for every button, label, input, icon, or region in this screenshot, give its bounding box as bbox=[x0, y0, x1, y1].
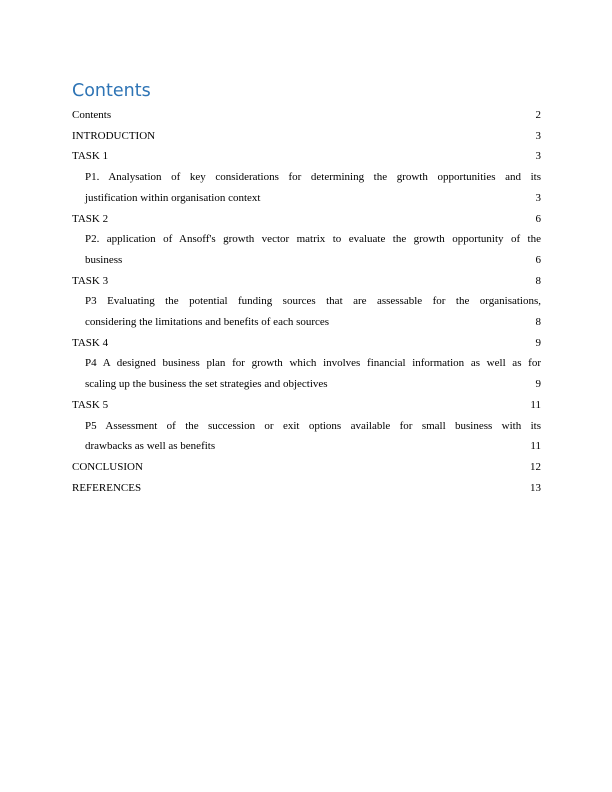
toc-entry-task-2[interactable] bbox=[72, 209, 541, 230]
toc-dot-leader bbox=[108, 335, 535, 346]
toc-dot-leader bbox=[141, 480, 530, 491]
toc-page-number: 9 bbox=[535, 336, 541, 349]
toc-page-number: 11 bbox=[530, 398, 541, 411]
toc-page-number: 8 bbox=[535, 274, 541, 287]
toc-entry-text-line-1: P3 Evaluating the potential funding sources that are assessable for the organisations, bbox=[85, 295, 541, 308]
toc-entry-task-4[interactable] bbox=[72, 333, 541, 354]
toc-entry-label: TASK 4 bbox=[72, 336, 109, 349]
toc-entry-text-line-2: drawbacks as well as benefits bbox=[85, 440, 216, 453]
toc-entry-p4[interactable] bbox=[72, 353, 541, 394]
toc-heading: Contents bbox=[72, 81, 151, 101]
toc-entry-text-line-2: considering the limitations and benefits of each sources bbox=[85, 316, 330, 329]
toc-entry-label: CONCLUSION bbox=[72, 460, 143, 473]
toc-entry-task-3[interactable] bbox=[72, 271, 541, 292]
toc-entry-label: TASK 5 bbox=[72, 398, 109, 411]
toc-entry-p1[interactable] bbox=[72, 167, 541, 208]
toc-entry-text-line-1: P5 Assessment of the succession or exit options available for small business with its bbox=[85, 419, 541, 432]
toc-entry-introduction[interactable] bbox=[72, 126, 541, 147]
toc-dot-leader bbox=[108, 397, 530, 408]
toc-dot-leader bbox=[215, 438, 530, 449]
toc-entry-references[interactable] bbox=[72, 478, 541, 499]
toc-page-number: 3 bbox=[535, 150, 541, 163]
toc-entry-label: INTRODUCTION bbox=[72, 129, 156, 142]
toc-dot-leader bbox=[108, 273, 535, 284]
document-page bbox=[72, 80, 541, 498]
toc-dot-leader bbox=[155, 128, 535, 139]
toc-entry-task-1[interactable] bbox=[72, 146, 541, 167]
toc-dot-leader bbox=[329, 314, 535, 325]
toc-page-number: 3 bbox=[535, 129, 541, 142]
toc-dot-leader bbox=[108, 148, 535, 159]
toc-entry-label: TASK 1 bbox=[72, 150, 109, 163]
toc-dot-leader bbox=[122, 252, 535, 263]
toc-page-number: 11 bbox=[530, 440, 541, 453]
toc-entry-label: Contents bbox=[72, 109, 112, 121]
toc-page-number: 8 bbox=[535, 316, 541, 329]
toc-entry-task-5[interactable] bbox=[72, 395, 541, 416]
toc-entry-p5[interactable] bbox=[72, 416, 541, 457]
toc-page-number: 9 bbox=[535, 378, 541, 391]
toc-page-number: 6 bbox=[535, 253, 541, 266]
toc-entry-text-line-2: justification within organisation context bbox=[85, 191, 261, 204]
toc-dot-leader bbox=[111, 107, 535, 118]
toc-dot-leader bbox=[260, 190, 535, 201]
toc-entry-p3[interactable] bbox=[72, 291, 541, 332]
toc-entry-label: TASK 2 bbox=[72, 212, 109, 225]
toc-entry-p2[interactable] bbox=[72, 229, 541, 270]
toc-entry-text-line-2: scaling up the business the set strategies and objectives bbox=[85, 378, 328, 391]
toc-page-number: 13 bbox=[530, 481, 541, 494]
toc-entry-contents[interactable] bbox=[72, 105, 541, 126]
toc-entry-label: TASK 3 bbox=[72, 274, 109, 287]
toc-entry-text-line-1: P2. application of Ansoff's growth vector matrix to evaluate the growth opportunity of the bbox=[85, 233, 541, 246]
toc-entry-conclusion[interactable] bbox=[72, 457, 541, 478]
toc-dot-leader bbox=[328, 376, 536, 387]
toc-entry-label: REFERENCES bbox=[72, 481, 142, 494]
toc-entry-text-line-2: business bbox=[85, 253, 123, 266]
toc-page-number: 3 bbox=[535, 191, 541, 204]
toc-page-number: 12 bbox=[530, 460, 541, 473]
toc-page-number: 6 bbox=[535, 212, 541, 225]
toc-dot-leader bbox=[108, 211, 535, 222]
toc-page-number: 2 bbox=[535, 109, 541, 121]
toc-entry-text-line-1: P1. Analysation of key considerations for determining the growth opportunities and its bbox=[85, 171, 541, 184]
toc-dot-leader bbox=[143, 459, 530, 470]
toc-entry-text-line-1: P4 A designed business plan for growth which involves financial information as well as for bbox=[85, 357, 541, 370]
